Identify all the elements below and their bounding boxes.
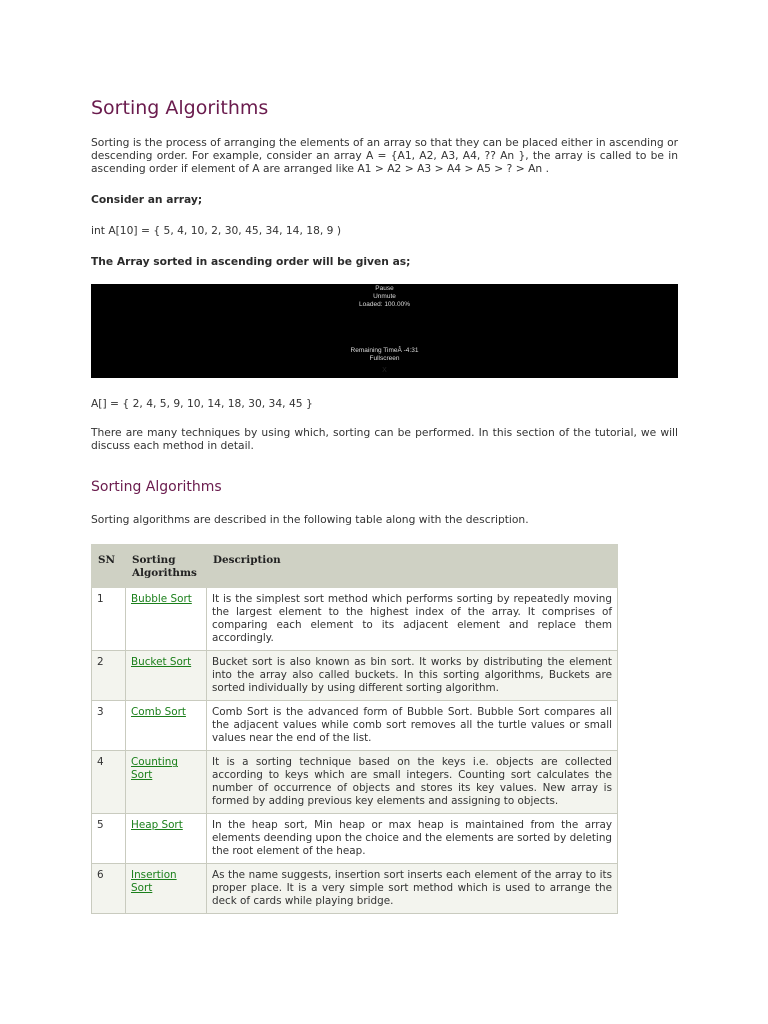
techniques-paragraph: There are many techniques by using which, sorting can be performed. In this section of the tutorial, we will discuss each method in detail. xyxy=(91,426,678,452)
video-player[interactable] xyxy=(91,284,678,378)
pause-button[interactable]: Pause xyxy=(375,285,394,292)
table-row xyxy=(92,588,618,651)
row-description: Bucket sort is also known as bin sort. It works by distributing the element into the array also called buckets. In this sorting algorithms, Buckets are sorted individually by using different sorting algorithm. xyxy=(207,651,618,701)
bucket-sort-link[interactable]: Bucket Sort xyxy=(131,656,192,669)
bubble-sort-link[interactable]: Bubble Sort xyxy=(131,593,192,606)
row-sn: 3 xyxy=(92,701,126,751)
remaining-time: Remaining TimeÂ -4:31 xyxy=(350,347,419,354)
table-intro: Sorting algorithms are described in the following table along with the description. xyxy=(91,513,529,526)
table-row xyxy=(92,651,618,701)
row-sn: 2 xyxy=(92,651,126,701)
row-sn: 5 xyxy=(92,814,126,864)
array-declaration: int A[10] = { 5, 4, 10, 2, 30, 45, 34, 14, 18, 9 ) xyxy=(91,224,342,237)
loaded-status: Loaded: 100.00% xyxy=(359,301,410,308)
row-description: It is the simplest sort method which performs sorting by repeatedly moving the largest element to the highest index of the array. It comprises of comparing each element to its adjacent element and replace them accordingly. xyxy=(207,588,618,651)
table-row xyxy=(92,814,618,864)
row-description: In the heap sort, Min heap or max heap is maintained from the array elements deending upon the choice and the elements are sorted by deleting the root element of the heap. xyxy=(207,814,618,864)
heap-sort-link[interactable]: Heap Sort xyxy=(131,819,183,832)
header-sorting-algorithms: Sorting Algorithms xyxy=(126,545,207,588)
table-row xyxy=(92,751,618,814)
section-title: Sorting Algorithms xyxy=(91,479,222,495)
row-description: As the name suggests, insertion sort inserts each element of the array to its proper place. It is a very simple sort method which is used to arrange the deck of cards while playing bridge. xyxy=(207,864,618,914)
article-content xyxy=(91,96,678,914)
row-description: It is a sorting technique based on the keys i.e. objects are collected according to keys which are small integers. Counting sort calculates the number of occurrence of objects and stores its key values. New array is formed by adding previous key elements and assigning to objects. xyxy=(207,751,618,814)
row-sn: 1 xyxy=(92,588,126,651)
unmute-button[interactable]: Unmute xyxy=(373,293,396,300)
insertion-sort-link[interactable]: Insertion Sort xyxy=(131,869,177,895)
header-description: Description xyxy=(207,545,618,588)
comb-sort-link[interactable]: Comb Sort xyxy=(131,706,186,719)
row-description: Comb Sort is the advanced form of Bubble Sort. Bubble Sort compares all the adjacent values while comb sort removes all the turtle values or small values near the end of the list. xyxy=(207,701,618,751)
sorted-array-label: The Array sorted in ascending order will be given as; xyxy=(91,255,411,268)
close-icon[interactable]: X xyxy=(382,367,387,374)
intro-paragraph: Sorting is the process of arranging the elements of an array so that they can be placed either in ascending or descending order. For example, consider an array A = {A1, A2, A3, A4, ?? An }, the array is called to be in ascending order if element of A are arranged like A1 > A2 > A3 > A4 > A5 > ? > An . xyxy=(91,136,679,175)
table-header-row xyxy=(92,545,618,588)
row-sn: 4 xyxy=(92,751,126,814)
algorithms-table xyxy=(91,544,618,914)
row-sn: 6 xyxy=(92,864,126,914)
consider-array-label: Consider an array; xyxy=(91,193,203,206)
page-title: Sorting Algorithms xyxy=(91,97,269,119)
fullscreen-button[interactable]: Fullscreen xyxy=(369,355,400,362)
table-row xyxy=(92,864,618,914)
counting-sort-link[interactable]: Counting Sort xyxy=(131,756,178,782)
table-row xyxy=(92,701,618,751)
header-sn: SN xyxy=(92,545,126,588)
sorted-array: A[] = { 2, 4, 5, 9, 10, 14, 18, 30, 34, 45 } xyxy=(91,397,313,410)
